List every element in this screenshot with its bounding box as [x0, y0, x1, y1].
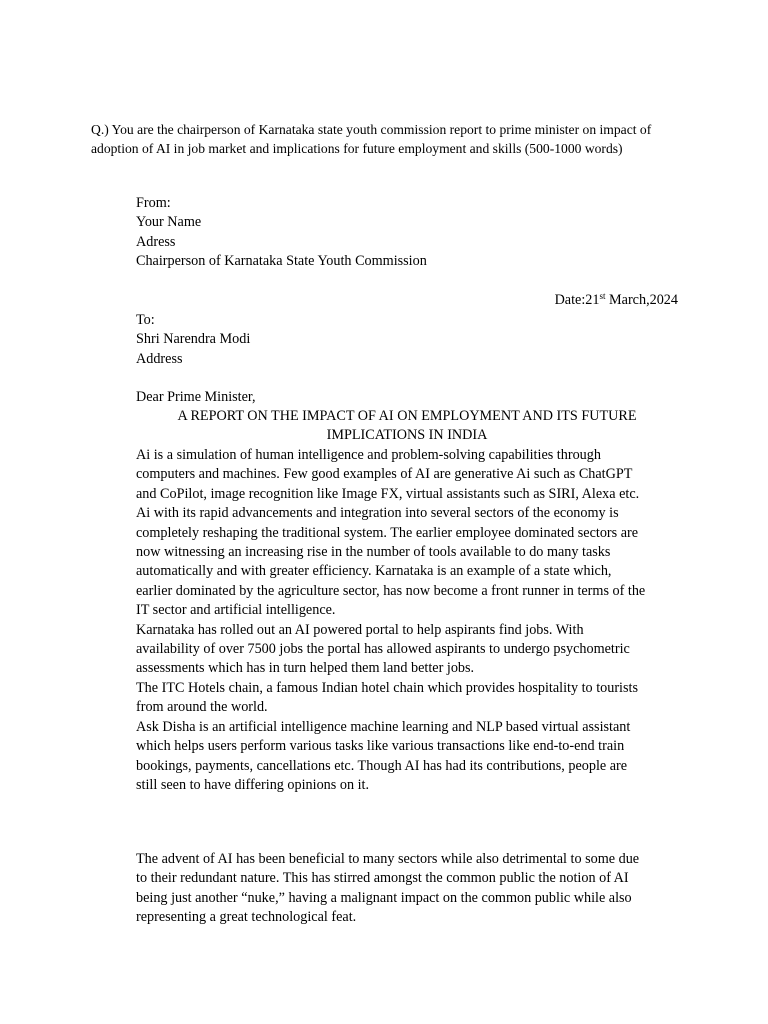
report-title-line: IMPLICATIONS IN INDIA: [326, 427, 488, 444]
body-line: which helps users perform various tasks like various transactions like end-to-end train: [136, 738, 625, 755]
date-rest: March,2024: [605, 292, 678, 308]
sender-address: Adress: [136, 233, 176, 250]
body-line: completely reshaping the traditional system. The earlier employee dominated sectors are: [136, 524, 639, 541]
body-line: computers and machines. Few good examples of AI are generative Ai such as ChatGPT: [136, 466, 633, 483]
body-line: being just another “nuke,” having a malignant impact on the common public while also: [136, 889, 632, 906]
body-line: The advent of AI has been beneficial to many sectors while also detrimental to some due: [136, 851, 640, 867]
letter-date: [555, 291, 678, 310]
date-prefix: Date:21: [554, 292, 600, 308]
recipient-label: To:: [136, 312, 155, 328]
body-line: IT sector and artificial intelligence.: [136, 602, 336, 619]
recipient-block: [136, 311, 696, 369]
sender-name: Your Name: [136, 214, 202, 231]
date-ordinal-suffix: st: [599, 291, 606, 301]
salutation: Dear Prime Minister,: [136, 389, 256, 405]
body-line: now witnessing an increasing rise in the number of tools available to do many tasks: [136, 544, 611, 561]
body-line: The ITC Hotels chain, a famous Indian hotel chain which provides hospitality to tourists: [136, 679, 638, 696]
question-line: adoption of AI in job market and implications for future employment and skills (500-1000 words): [91, 141, 623, 156]
recipient-name: Shri Narendra Modi: [136, 331, 251, 348]
recipient-address: Address: [136, 350, 183, 367]
body-line: Karnataka has rolled out an AI powered portal to help aspirants find jobs. With: [136, 621, 584, 638]
sender-label: From:: [136, 195, 171, 211]
sender-designation: Chairperson of Karnataka State Youth Commission: [136, 253, 427, 270]
question-prompt: [91, 120, 691, 158]
body-line: earlier dominated by the agriculture sector, has now become a front runner in terms of the: [136, 582, 646, 599]
report-body-continued: [136, 850, 696, 928]
body-line: Ai with its rapid advancements and integration into several sectors of the economy is: [136, 505, 619, 522]
body-line: representing a great technological feat.: [136, 909, 357, 926]
body-line: availability of over 7500 jobs the portal has allowed aspirants to undergo psychometric: [136, 641, 630, 658]
body-line: Ask Disha is an artificial intelligence machine learning and NLP based virtual assistant: [136, 718, 631, 735]
sender-block: [136, 194, 696, 272]
body-line: still seen to have differing opinions on it.: [136, 776, 370, 793]
body-line: to their redundant nature. This has stirred amongst the common public the notion of AI: [136, 870, 629, 887]
report-title-line: A REPORT ON THE IMPACT OF AI ON EMPLOYMENT AND ITS FUTURE: [177, 408, 637, 424]
report-body: [136, 446, 696, 795]
body-line: automatically and with greater efficiency. Karnataka is an example of a state which,: [136, 563, 612, 580]
body-line: from around the world.: [136, 699, 268, 716]
body-line: assessments which has in turn helped them land better jobs.: [136, 660, 475, 677]
body-line: bookings, payments, cancellations etc. Though AI has had its contributions, people are: [136, 757, 628, 774]
report-title: [136, 407, 678, 446]
body-line: and CoPilot, image recognition like Image FX, virtual assistants such as SIRI, Alexa etc.: [136, 485, 640, 502]
question-line: Q.) You are the chairperson of Karnataka state youth commission report to prime minister on impact of: [91, 122, 652, 137]
body-line: Ai is a simulation of human intelligence and problem-solving capabilities through: [136, 447, 601, 463]
